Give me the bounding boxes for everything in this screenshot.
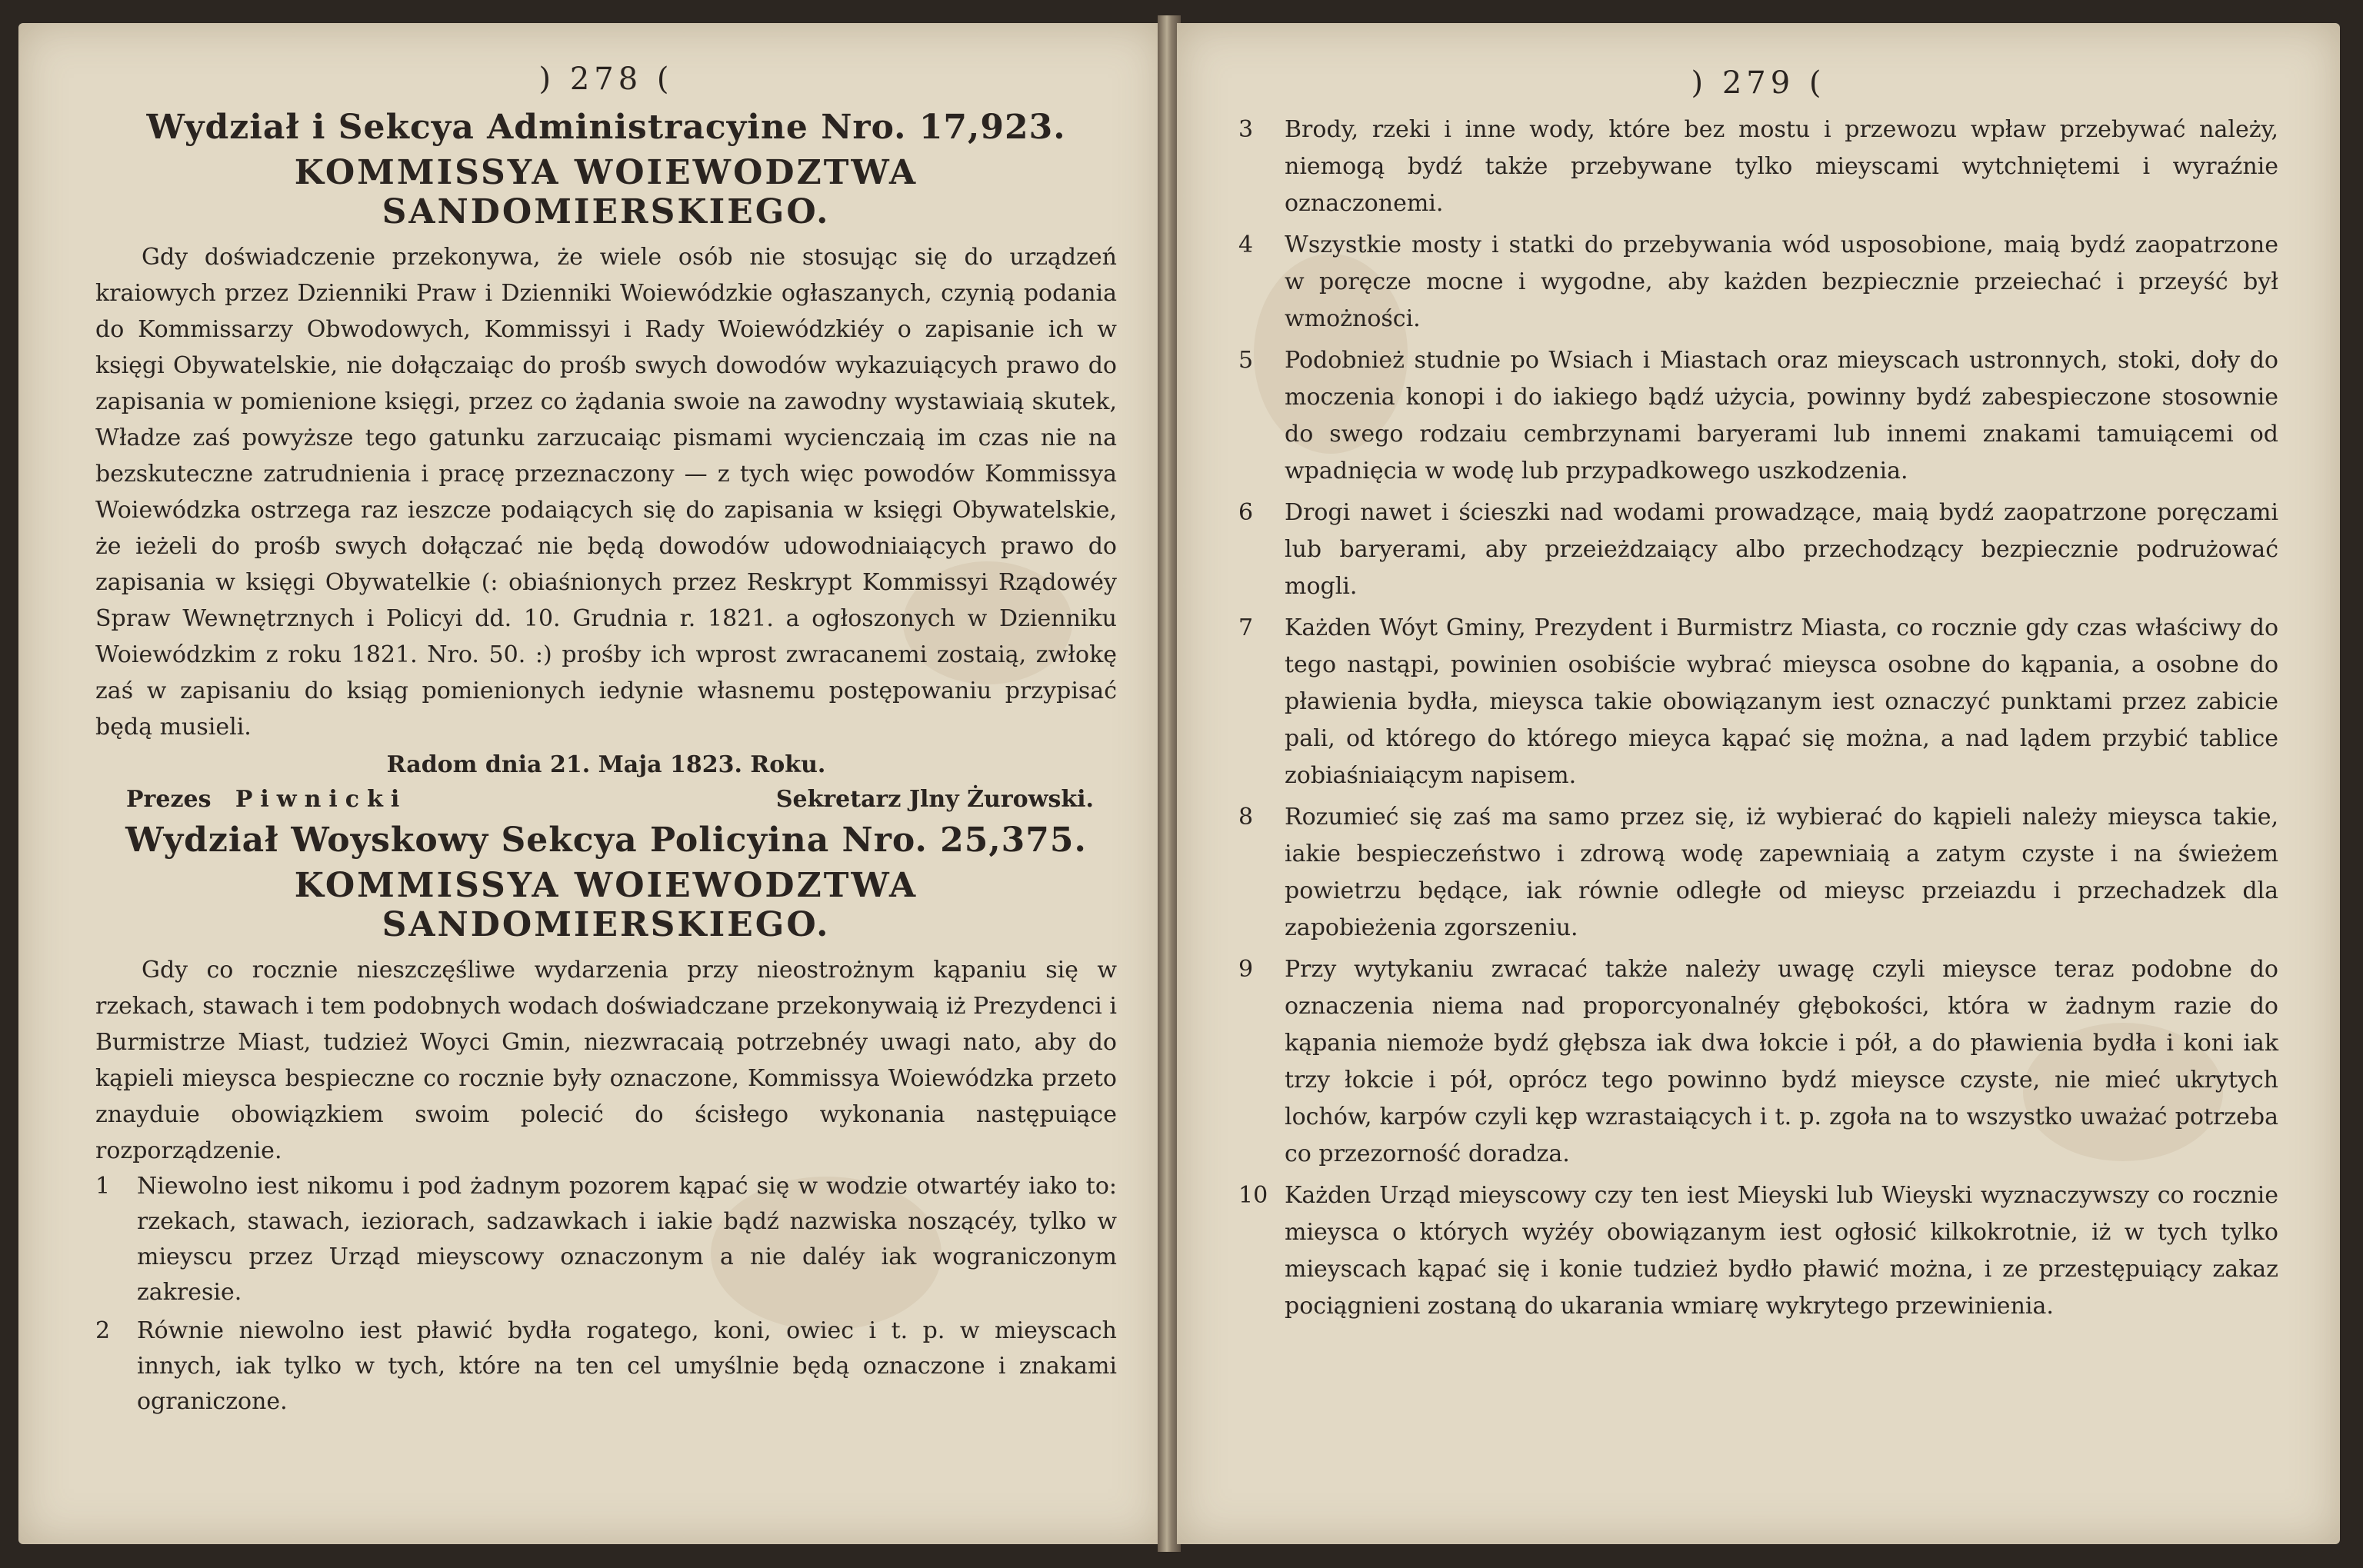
regulation-item [1238, 799, 2278, 947]
right-page-content [1238, 65, 2278, 1330]
item-number: 1 [95, 1173, 111, 1200]
regulation-item [95, 1169, 1117, 1310]
president-signature [126, 786, 407, 813]
item-number: 3 [1238, 116, 1254, 143]
regulation-item [1238, 342, 2278, 490]
regulation-item [1238, 951, 2278, 1173]
regulation-item [1238, 227, 2278, 338]
item-text: Każden Urząd mieyscowy czy ten iest Mieyski lub Wieyski wyznaczywszy co rocznie mieysca o których wyżéy obowiązanym iest ogłosić kilkokrotnie, iż w tych tylko mieyscach kąpać się i konie tudzież bydło pławić można, i ze przestępuiący zakaz pociągnieni zostaną do ukarania wmiarę wykrytego przewinienia. [1285, 1182, 2278, 1320]
regulation-item [1238, 494, 2278, 605]
left-page-content [95, 62, 1117, 1423]
page-number: ) 278 ( [538, 62, 674, 97]
notice-body: Gdy doświadczenie przekonywa, że wiele osób nie stosując się do urządzeń kraiowych przez Dzienniki Praw i Dzienniki Woiewódzkie ogłaszanych, czynią podania do Kommissarzy Obwodowych, Kommissyi i Rady Woiewódzkiéy o zapisanie ich w księgi Obywatelskie, nie dołączaiąc do prośb swych dowodów wykazuiących prawo do zapisania w pomienione księgi, przez co żądania swoie na zawodny wystawiaią skutek, Władze zaś powyższe tego gatunku zarzucaiąc pismami wycienczaią im czas nie na bezskuteczne zatrudnienia i pracę przeznaczony — z tych więc powodów Kommissya Woiewódzka ostrzega raz ieszcze podaiących się do zapisania w księgi Obywatelskie, że ieżeli do prośb swych dołączać nie będą dowodów udowodniaiących prawo do zapisania w księgi Obywatelkie (: obiaśnionych przez Reskrypt Kommissyi Rządowéy Spraw Wewnętrznych i Policyi dd. 10. Grudnia r. 1821. a ogłoszonych w Dzienniku Woiewódzkim z roku 1821. Nro. 50. :) prośby ich wprost zwracanemi zostaią, zwłokę zaś w zapisaniu do ksiąg pomienionych iedynie własnemu postępowaniu przypisać będą musieli. [95, 244, 1117, 741]
item-number: 9 [1238, 956, 1254, 983]
item-number: 5 [1238, 347, 1254, 374]
regulation-item [1238, 1177, 2278, 1325]
item-text: Rozumieć się zaś ma samo przez się, iż wybierać do kąpieli należy mieysca takie, iakie bespieczeństwo i zdrową wodę zapewniaią a zatym czyste i na świeżem powietrzu będące, iak równie odległe od mieysc przeiazdu i przechadzek dla zapobieżenia zgorszeniu. [1285, 804, 2278, 941]
item-text: Podobnież studnie po Wsiach i Miastach oraz mieyscach ustronnych, stoki, doły do moczenia konopi i do iakiego bądź użycia, powinny bydź zabespieczone stosownie do swego rodzaiu cembrzynami baryerami lub innemi znakami tamuiącemi od wpadnięcia w wodę lub przypadkowego uszkodzenia. [1285, 347, 2278, 484]
signatures [126, 786, 1117, 813]
notice-authority: KOMMISSYA WOIEWODZTWA SANDOMIERSKIEGO. [294, 153, 918, 231]
regulation-item [95, 1313, 1117, 1420]
item-text: Każden Wóyt Gminy, Prezydent i Burmistrz Miasta, co rocznie gdy czas właściwy do tego nastąpi, powinien osobiście wybrać mieysca osobne do kąpania, a osobne do pławienia bydła, mieysca takie obowiązanym iest oznaczyć punktami przez zabicie pali, od którego do którego mieyca kąpać się można, a nad lądem przybić tablice zobiaśniaiącym napisem. [1285, 614, 2278, 789]
item-text: Wszystkie mosty i statki do przebywania wód usposobione, maią bydź zaopatrzone w poręcze mocne i wygodne, aby każden bezpiecznie przeiechać i przeyść był wmożności. [1285, 231, 2278, 332]
regulation-item [1238, 112, 2278, 222]
item-number: 2 [95, 1317, 111, 1344]
president-label: Prezes [126, 786, 212, 813]
secretary-signature: Sekretarz Jlny Żurowski. [775, 786, 1094, 813]
item-text: Przy wytykaniu zwracać także należy uwagę czyli mieysce teraz podobne do oznaczenia niema nad proporcyonalnéy głębokości, która w żadnym razie do kąpania niemoże bydź głębsza iak dwa łokcie i pół, a do pławienia bydła i koni iak trzy łokcie i pół, oprócz tego powinno bydź mieysce czyste, nie mieć ukrytych lochów, karpów czyli kęp wzrastaiących i t. p. zgoła na to wszystko uważać potrzeba co przezorność doradza. [1285, 956, 2278, 1167]
page-number: ) 279 ( [1691, 65, 1826, 101]
item-text: Drogi nawet i ścieszki nad wodami prowadzące, maią bydź zaopatrzone poręczami lub baryerami, aby przeieżdzaiący albo przechodzący bezpiecznie podrużować mogli. [1285, 499, 2278, 600]
dateline: Radom dnia 21. Maja 1823. Roku. [386, 751, 826, 778]
item-number: 7 [1238, 614, 1254, 641]
item-number: 4 [1238, 231, 1254, 258]
notice-department: Wydział Woyskowy Sekcya Policyina Nro. 25,375. [125, 821, 1087, 860]
item-text: Brody, rzeki i inne wody, które bez mostu i przewozu wpław przebywać należy, niemogą bydź także przebywane tylko mieyscami wytchniętemi i wyraźnie oznaczonemi. [1285, 116, 2278, 217]
item-text: Niewolno iest nikomu i pod żadnym pozorem kąpać się w wodzie otwartéy iako to: rzekach, stawach, ieziorach, sadzawkach i iakie bądź nazwiska noszącéy, tylko w mieyscu przez Urząd mieyscowy oznaczonym a nie daléy iak wograniczonym zakresie. [137, 1173, 1117, 1306]
left-page [18, 23, 1163, 1544]
item-number: 10 [1238, 1182, 1268, 1209]
item-number: 8 [1238, 804, 1254, 831]
president-name: Piwnicki [235, 786, 408, 813]
item-text: Równie niewolno iest pławić bydła rogatego, koni, owiec i t. p. w mieyscach innych, iak tylko w tych, które na ten cel umyślnie będą oznaczone i znakami ograniczone. [137, 1317, 1117, 1415]
notice-department: Wydział i Sekcya Administracyine Nro. 17,923. [146, 108, 1066, 147]
item-number: 6 [1238, 499, 1254, 526]
right-page [1177, 23, 2340, 1544]
notice-intro: Gdy co rocznie nieszczęśliwe wydarzenia przy nieostrożnym kąpaniu się w rzekach, stawach i tem podobnych wodach doświadczane przekonywaią iż Prezydenci i Burmistrze Miast, tudzież Woyci Gmin, niezwracaią potrzebnéy uwagi nato, aby do kąpieli mieysca bespieczne co rocznie były oznaczone, Kommissya Woiewódzka przeto znayduie obowiązkiem swoim polecić do ścisłego wykonania następuiące rozporządzenie. [95, 957, 1117, 1164]
regulation-item [1238, 610, 2278, 794]
notice-authority: KOMMISSYA WOIEWODZTWA SANDOMIERSKIEGO. [294, 866, 918, 944]
